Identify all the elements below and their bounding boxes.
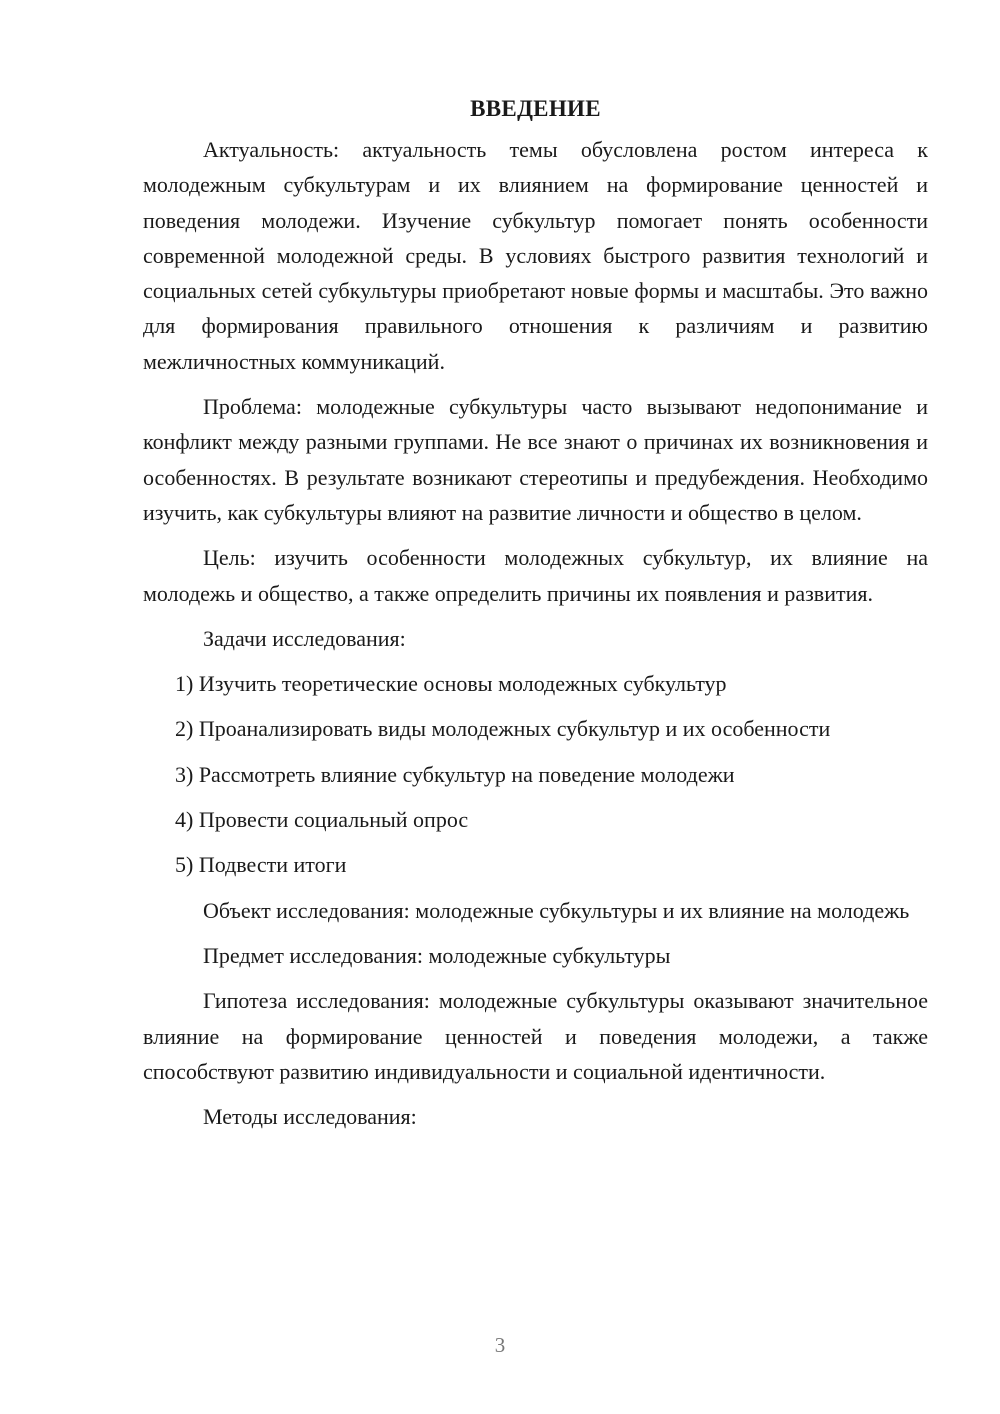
list-item: 3) Рассмотреть влияние субкультур на поведение молодежи [175, 761, 735, 787]
paragraph-object: Объект исследования: молодежные субкультуры и их влияние на молодежь [203, 897, 910, 923]
page-number: 3 [494, 1333, 506, 1357]
section-heading: ВВЕДЕНИЕ [470, 96, 601, 121]
document-page [143, 92, 928, 1144]
tasks-list [143, 666, 928, 882]
list-item: 4) Провести социальный опрос [175, 807, 469, 833]
list-item: 1) Изучить теоретические основы молодежных субкультур [175, 671, 727, 697]
paragraph-goal: Цель: изучить особенности молодежных субкультур, их влияние на молодежь и общество, а также определить причины их появления и развития. [143, 545, 928, 606]
list-item: 5) Подвести итоги [175, 852, 347, 878]
tasks-heading: Задачи исследования: [203, 625, 406, 651]
list-item: 2) Проанализировать виды молодежных субкультур и их особенности [175, 716, 831, 742]
methods-heading: Методы исследования: [203, 1104, 417, 1130]
paragraph-subject: Предмет исследования: молодежные субкультуры [203, 942, 671, 968]
paragraph-problem: Проблема: молодежные субкультуры часто вызывают недопонимание и конфликт между разными группами. Не все знают о причинах их возникновения и особенностях. В результате возникают стереотипы и предубеждения. Необходимо изучить, как субкультуры влияют на развитие личности и общество в целом. [143, 394, 928, 525]
paragraph-relevance: Актуальность: актуальность темы обусловлена ростом интереса к молодежным субкультурам и их влиянием на формирование ценностей и поведения молодежи. Изучение субкультур помогает понять особенности современной молодежной среды. В условиях быстрого развития технологий и социальных сетей субкультуры приобретают новые формы и масштабы. Это важно для формирования правильного отношения к различиям и развитию межличностных коммуникаций. [143, 137, 928, 374]
paragraph-hypothesis: Гипотеза исследования: молодежные субкультуры оказывают значительное влияние на формирование ценностей и поведения молодежи, а также способствуют развитию индивидуальности и социальной идентичности. [143, 988, 928, 1084]
